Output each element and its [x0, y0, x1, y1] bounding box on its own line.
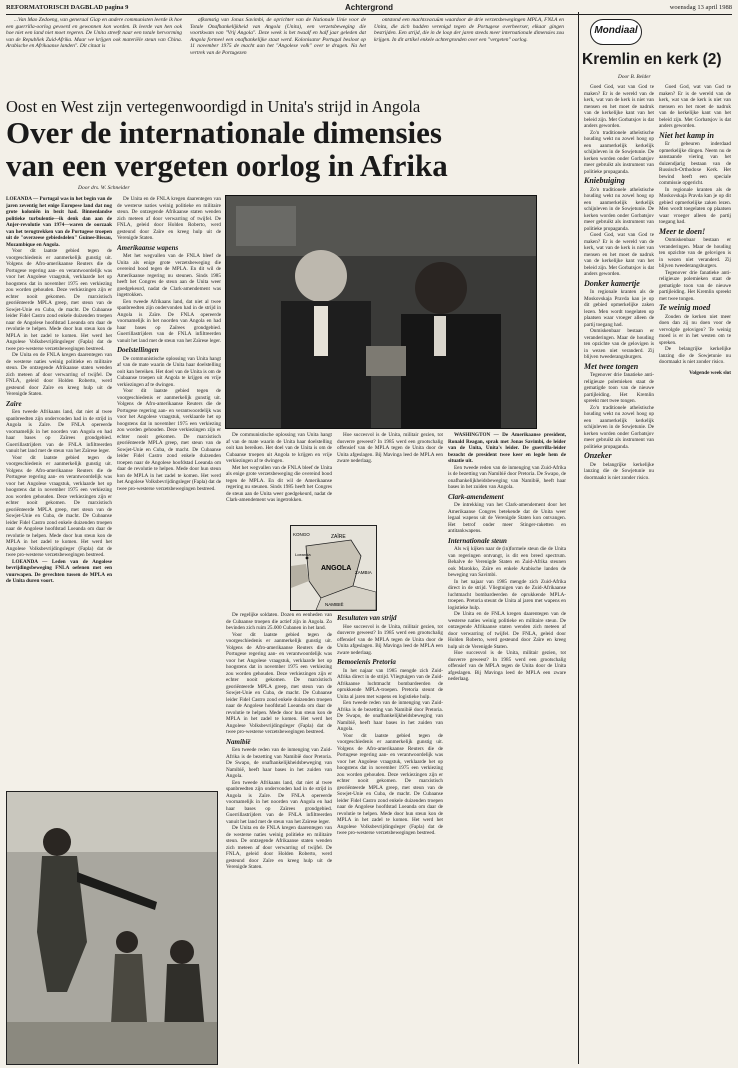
map-caption: De regelijke soldaten. Dozen en eenheden van de Cubaanse troepen die actief zijn in Angola. Zo bevinden zich ruim 25.000 Cubanen in het land.	[226, 612, 332, 631]
photo-illustration	[226, 196, 536, 428]
photo-reagan-savimbi	[225, 195, 537, 429]
section-heading: Resultaten van strijd	[337, 614, 397, 622]
sidebar-continuation: Volgende week slot	[689, 369, 731, 376]
section-heading: Zaïre	[6, 399, 22, 408]
body-paragraph: Voor dit laatste gebied tegen de voorgeschiedenis er aanmerkelijk gunstig uit. Volgens de Afro-amerikaanse Reuters die de Portugese regering aan- en verantwoordelijk was voor het Angolese vraagstuk, verklaarde het op hoogstens dat in november 1975 een verkiezing zou worden gehouden. Deze verkiezingen zijn er echter nooit gekomen. De marxistisch georiënteerde MPLA greep, met steun van de Sowjet-Unie en Cuba, de macht. De Cubaanse leider Fidel Castro zond enkele duizenden troepen naar de Angolese hoofdstad Loeanda om daar de revolutie te helpen. Mede door hun steun kon de MPLA in het zadel te komen. Het werd het Angolese Volksbevrijdingsleger (Fapla) dat de twee pro-westerse verzetsbewegingen bestreed.	[117, 388, 221, 492]
article-column-3	[226, 612, 332, 1062]
sidebar-heading: Donker kamertje	[584, 278, 640, 288]
body-paragraph: Met het wegvallen van de FNLA bleef de Unita als enige grote verzetsbeweging die overeind bood tegen de MPLA. En dit wil de Amerikaanse regering nu steunen. Sinds 1985 heeft het Congres de steun aan de Unita weer goedgekeurd, nadat de Clark-amendement was ingetrokken.	[117, 253, 221, 298]
map-label-congo: KONGO	[293, 532, 310, 537]
sidebar-column-2	[659, 84, 731, 1059]
section-heading: Namibië	[226, 737, 251, 746]
body-paragraph: Hoe succesvol is de Unita, militair gezien, tot dusverre geweest? In 1985 werd een grootschalig offensief van de MPLA tegen de Unita door de Unita afgeslagen. Bij Mavinga leed de MPLA een zware nederlaag.	[337, 623, 443, 656]
section-heading: Amerikaanse wapens	[117, 243, 179, 252]
map-label-zambia: ZAMBIA	[355, 570, 372, 575]
body-paragraph: De intrekking van het Clark-amendement door het Amerikaanse Congres betekende dat de Unita weer legaal wapens uit de Verenigde Staten kon ontvangen. Het betrof onder meer Stinger-raketten en antitankwapens.	[448, 502, 566, 534]
sidebar-paragraph: De belangrijke kerkelijke lanzing die de Sowjetunie nu doormaakt is niet zonder risico.	[584, 461, 654, 481]
photo-illustration	[7, 792, 217, 1064]
body-paragraph: Voor dit laatste gebied tegen de voorgeschiedenis er aanmerkelijk gunstig uit. Volgens de Afro-amerikaanse Reuters die de Portugese regering aan- en verantwoordelijk was voor het Angolese vraagstuk, verklaarde het op hoogstens dat in november 1975 een verkiezing zou worden gehouden. Deze verkiezingen zijn er echter nooit gekomen. De marxistisch georiënteerde MPLA greep, met steun van de Sowjet-Unie en Cuba, de macht. De Cubaanse leider Fidel Castro zond enkele duizenden troepen naar de Angolese hoofdstad Loeanda om daar de revolutie te helpen. Mede door hun steun kon de MPLA in het zadel te komen. Het werd het Angolese Volksbevrijdingsleger (Fapla) dat de twee pro-westerse verzetsbewegingen bestreed.	[6, 454, 112, 558]
article-column-3-top	[226, 432, 332, 522]
sidebar-paragraph: Tegenover drie fanatieke anti-religieuze polemieken staat de gematigde toon van de nieuwe partijleiding. Het Kremlin spreekt met twee tongen.	[584, 372, 654, 404]
main-headline-line-1: Over de internationale dimensies	[6, 115, 442, 150]
section-heading: Internationale steun	[448, 536, 507, 545]
article-lead: LOEANDA — Portugal was in het begin van de jaren zeventig het enige Europese land dat nog grote koloniën in bezit had. Binnenlandse politieke turbulentie—ik denk dan aan de Anjer-revolutie van 1974—waren de oorzaak van het terugtrekken van de Portugese troepen uit de "overzeese gebiedsdelen" Guinee-Bissau, Mozambique en Angola.	[6, 196, 112, 248]
sidebar-paragraph: Goed God, wat van God te maken? Er is de wereld van de kerk, wat van de kerk is niet van mensen en het moet de nadruk van de kerkelijke kant van het beleid zijn. Met Gorbatsjov is dat anders geworden.	[584, 84, 654, 129]
sidebar-paragraph: Tegenover drie fanatieke anti-religieuze polemieken staat de gematigde toon van de nieuwe partijleiding. Het Kremlin spreekt met twee tongen.	[659, 269, 731, 302]
sidebar-paragraph: Goed God, wat van God te maken? Er is de wereld van de kerk, wat van de kerk is niet van mensen en het moet de nadruk van de kerkelijke kant van het beleid zijn. Met Gorbatsjov is dat anders geworden.	[659, 84, 731, 129]
sidebar-paragraph: Zo'n traditionele atheïstische houding wekt nu zowel hoog op een aanmerkelijk kerkelijk schijnleven in de Sowjetunie. De kerken worden onder Gorbatsjov meer gebruikt als instrument van politieke propaganda.	[584, 186, 654, 232]
sidebar-paragraph: In regionale kranten als de Moskovskaja Pravda kan je op dit gebied opmerkelijke zaken lezen. Men wordt toegelaten op plaatsen waar vroeger alleen de partij toegang had.	[659, 186, 731, 225]
body-paragraph: De Unita en de FNLA kregen daarentegen van de westerse naties weinig politieke en militaire steun. De ontzegende Afrikaanse staten wenden zich meteen af door verwarring of twijfel. De FNLA, geleid door Holden Roberto, werd gesteund door Zaïre en kreeg hulp uit de Verenigde Staten.	[117, 196, 221, 241]
intro-column-1: ...Van Mao Zedoeng, van generaal Giap en andere communisten leerde ik hoe een guerrilla-oorlog gevoerd en gewonnen kon worden. Ik leerde van hen ook hoe niet een land niet moet regeren. De Unita streeft naar een totale hervorming van de Republiek Zuid-Afrika. Maar we krijgen ook materiële steun van China. Arabische en Afrikaanse landen". Dit citaat is	[6, 17, 182, 50]
sidebar-heading: Kniebuiging	[584, 176, 625, 185]
section-title: Achtergrond	[345, 3, 393, 12]
article-column-5	[448, 432, 566, 1062]
map-label-loeanda: Loeanda	[295, 552, 311, 557]
article-column-4	[337, 612, 443, 1062]
body-paragraph: Hoe succesvol is de Unita, militair gezien, tot dusverre geweest? In 1985 werd een grootschalig offensief van de MPLA tegen de Unita door de Unita afgeslagen. Bij Mavinga leed de MPLA een zware nederlaag.	[448, 650, 566, 682]
map-label-angola: ANGOLA	[321, 565, 352, 572]
sidebar-byline: Door B. Belder	[618, 74, 651, 80]
body-paragraph: De Unita en de FNLA kregen daarentegen van de westerse naties weinig politieke en militaire steun. De ontzegende Afrikaanse staten wenden zich meteen af door verwarring of twijfel. De FNLA, geleid door Holden Roberto, werd gesteund door Zaïre en kreeg hulp uit de Verenigde Staten.	[6, 352, 112, 397]
sidebar-heading: Meer te doen!	[659, 226, 706, 236]
mondiaal-logo: Mondiaal	[590, 19, 642, 45]
sidebar-paragraph: Zouden de kerken niet meer doen dan zij nu doen voor de vervolgde gelovigen? Te weinig moed is er in het westen om te spreken.	[659, 313, 731, 346]
body-paragraph: Een tweede Afrikaans land, dat niet al twee spanbreedten zijn ondervonden had in de strijd in Angola is Zaïre. De FNLA opereerde voornamelijk in het noorden van Angola en had haar bases op Zaïrees grondgebied. Guerrillastrijders van de FNLA infiltreerden vanuit het land met de steun van het Zaïrese leger.	[117, 298, 221, 344]
sidebar-paragraph: Onmiskenbaar bestaan er veranderingen. Maar de houding ten opzichte van de gelovigen is in wezen niet veranderd. Zij blijven tweederangsburgers.	[659, 237, 731, 269]
body-paragraph: Voor dit laatste gebied tegen de voorgeschiedenis er aanmerkelijk gunstig uit. Volgens de Afro-amerikaanse Reuters die de Portugese regering aan- en verantwoordelijk was voor het Angolese vraagstuk, verklaarde het op hoogstens dat in november 1975 een verkiezing zou worden gehouden. Deze verkiezingen zijn er echter nooit gekomen. De marxistisch georiënteerde MPLA greep, met steun van de Sowjet-Unie en Cuba, de macht. De Cubaanse leider Fidel Castro zond enkele duizenden troepen naar de Angolese hoofdstad Loeanda om daar de revolutie te helpen. Mede door hun steun kon de MPLA in het zadel te komen. Het werd het Angolese Volksbevrijdingsleger (Fapla) dat de twee pro-westerse verzetsbewegingen bestreed.	[6, 248, 112, 352]
body-paragraph: Een tweede Afrikaans land, dat niet al twee spanbreedten zijn ondervonden had in de strijd in Angola is Zaïre. De FNLA opereerde voornamelijk in het noorden van Angola en had haar bases op Zaïrees grondgebied. Guerrillastrijders van de FNLA infiltreerden vanuit het land met de steun van het Zaïrese leger.	[226, 779, 332, 825]
body-paragraph: In het najaar van 1985 mengde zich Zuid-Afrika direct in de strijd. Vliegtuigen van de Zuid-Afrikaanse luchtmacht bombardeerden de oprukkende MPLA-troepen. Pretoria steunt de Unita al jaren met wapens en logistieke hulp.	[448, 578, 566, 611]
body-paragraph: In het najaar van 1985 mengde zich Zuid-Afrika direct in de strijd. Vliegtuigen van de Zuid-Afrikaanse luchtmacht bombardeerden de oprukkende MPLA-troepen. Pretoria steunt de Unita al jaren met wapens en logistieke hulp.	[337, 667, 443, 700]
body-paragraph: De Unita en de FNLA kregen daarentegen van de westerse naties weinig politieke en militaire steun. De ontzegende Afrikaanse staten wenden zich meteen af door verwarring of twijfel. De FNLA, geleid door Holden Roberto, werd gesteund door Zaïre en kreeg hulp uit de Verenigde Staten.	[448, 611, 566, 650]
body-paragraph: Met het wegvallen van de FNLA bleef de Unita als enige grote verzetsbeweging die overeind bood tegen de MPLA. En dit wil de Amerikaanse regering nu steunen. Sinds 1985 heeft het Congres de steun aan de Unita weer goedgekeurd, nadat de Clark-amendement was ingetrokken.	[226, 464, 332, 503]
sidebar-heading: Niet het kamp in	[659, 130, 714, 140]
sidebar-title: Kremlin en kerk (2)	[582, 51, 722, 68]
main-headline	[6, 116, 566, 182]
main-headline-line-2: van een vergeten oorlog in Afrika	[6, 148, 448, 183]
body-paragraph: Een tweede reden van de inmenging van Zuid-Afrika is de bezetting van Namibië door Pretoria. De Swapo, de onafhankelijkheidsbeweging van Namibië, heeft haar bases in het zuiden van Angola.	[226, 747, 332, 779]
section-heading: Clark-amendement	[448, 492, 504, 501]
sidebar-heading: Met twee tongen	[584, 361, 639, 371]
sidebar-paragraph: Goed God, wat van God te maken? Er is de wereld van de kerk, wat van de kerk is niet van mensen en het moet de nadruk van de kerkelijke kant van het beleid zijn. Met Gorbatsjov is dat anders geworden.	[584, 232, 654, 277]
article-column-2	[117, 196, 221, 786]
body-paragraph: De Unita en de FNLA kregen daarentegen van de westerse naties weinig politieke en militaire steun. De ontzegende Afrikaanse staten wenden zich meteen af door verwarring of twijfel. De FNLA, geleid door Holden Roberto, werd gesteund door Zaïre en kreeg hulp uit de Verenigde Staten.	[226, 825, 332, 870]
section-heading: Bemoeienis Pretoria	[337, 658, 396, 666]
sub-headline: Oost en West zijn vertegenwoordigd in Unita's strijd in Angola	[6, 97, 421, 116]
section-heading: Doelstellingen	[117, 346, 159, 354]
map-illustration	[291, 526, 376, 610]
map-label-namibia: NAMIBIË	[325, 602, 344, 607]
newspaper-name: REFORMATORISCH DAGBLAD pagina 9	[6, 4, 129, 11]
photo2-caption: LOEANDA — Leden van de Angolese bevrijdingsbeweging FNLA oefenen met een vuurwapen. De gevechten tussen de MPLA en de Unita duren voort.	[6, 558, 112, 584]
photo-soldiers	[6, 791, 218, 1065]
article-column-4-top	[337, 432, 443, 522]
body-paragraph: Een tweede Afrikaans land, dat niet al twee spanbreedten zijn ondervonden had in de strijd in Angola is Zaïre. De FNLA opereerde voornamelijk in het noorden van Angola en had haar bases op Zaïrees grondgebied. Guerrillastrijders van de FNLA infiltreerden vanuit het land met de steun van het Zaïrese leger.	[6, 409, 112, 454]
intro-column-3: ontstond een machtsvacuüm waardoor de drie verzetsbewegingen MPLA, FNLA en Unita, die zich hadden verenigd tegen de Portugese overheerser, elkaar gingen bestrijden. Een strijd, die in de loop der jaren steeds meer internationale dimensies zou krijgen. In dit artikel enkele achtergronden over een "vergeten" oorlog.	[374, 17, 564, 43]
body-paragraph: Voor dit laatste gebied tegen de voorgeschiedenis er aanmerkelijk gunstig uit. Volgens de Afro-amerikaanse Reuters die de Portugese regering aan- en verantwoordelijk was voor het Angolese vraagstuk, verklaarde het op hoogstens dat in november 1975 een verkiezing zou worden gehouden. Deze verkiezingen zijn er echter nooit gekomen. De marxistisch georiënteerde MPLA greep, met steun van de Sowjet-Unie en Cuba, de macht. De Cubaanse leider Fidel Castro zond enkele duizenden troepen naar de Angolese hoofdstad Loeanda om daar de revolutie te helpen. Mede door hun steun kon de MPLA in het zadel te komen. Het werd het Angolese Volksbevrijdingsleger (Fapla) dat de twee pro-westerse verzetsbewegingen bestreed.	[226, 631, 332, 735]
body-paragraph: Een tweede reden van de inmenging van Zuid-Afrika is de bezetting van Namibië door Pretoria. De Swapo, de onafhankelijkheidsbeweging van Namibië, heeft haar bases in het zuiden van Angola.	[448, 464, 566, 490]
body-paragraph: Als wij kijken naar de (in)formele steun die de Unita van regeringen ontvangt, is dit een breed spectrum. Behalve de Verenigde Staten en Zuid-Afrika steunen ook Marokko, Zaïre en enkele Arabische landen de beweging van Savimbi.	[448, 546, 566, 578]
body-paragraph: Voor dit laatste gebied tegen de voorgeschiedenis er aanmerkelijk gunstig uit. Volgens de Afro-amerikaanse Reuters die de Portugese regering aan- en verantwoordelijk was voor het Angolese vraagstuk, verklaarde het op hoogstens dat in november 1975 een verkiezing zou worden gehouden. Deze verkiezingen zijn er echter nooit gekomen. De marxistisch georiënteerde MPLA greep, met steun van de Sowjet-Unie en Cuba, de macht. De Cubaanse leider Fidel Castro zond enkele duizenden troepen naar de Angolese hoofdstad Loeanda om daar de revolutie te helpen. Mede door hun steun kon de MPLA in het zadel te komen. Het werd het Angolese Volksbevrijdingsleger (Fapla) dat de twee pro-westerse verzetsbewegingen bestreed.	[337, 732, 443, 836]
photo1-caption: WASHINGTON — De Amerikaanse president, Ronald Reagan, sprak met Jonas Savimbi, de leider van de Unita, Unita's leider. De guerrilla-leider bezocht de president twee keer en legde hem de situatie uit.	[448, 432, 566, 464]
angola-map	[290, 525, 377, 611]
sidebar-column-1	[584, 84, 654, 1059]
sidebar-paragraph: Zo'n traditionele atheïstische houding wekt nu zowel hoog op een aanmerkelijk kerkelijk schijnleven in de Sowjetunie. De kerken worden onder Gorbatsjov meer gebruikt als instrument van politieke propaganda.	[584, 404, 654, 450]
sidebar-heading: Onzeker	[584, 451, 612, 460]
body-paragraph: De communistische oplossing van Unita hangt af van de mate waarin de Unita haar doelstelling ooit kan bereiken. Het doel van de Unita is om de Cubaanse troepen uit Angola te krijgen en vrije verkiezingen af te dwingen.	[117, 355, 221, 388]
sidebar-paragraph: In regionale kranten als de Moskovskaja Pravda kan je op dit gebied opmerkelijke zaken lezen. Men wordt toegelaten op plaatsen waar vroeger alleen de partij toegang had.	[584, 289, 654, 328]
article-byline: Door drs. W. Schneider	[78, 185, 130, 191]
sidebar-paragraph: Er gebeuren inderdaad opmerkelijke dingen. Neem nu de aanstaande viering van het duizendjarig bestaan van de Russisch-Orthodoxe Kerk. Het bewind heeft een speciale commissie opgericht.	[659, 141, 731, 186]
sidebar-paragraph: De belangrijke kerkelijke lanzing die de Sowjetunie nu doormaakt is niet zonder risico.	[659, 346, 731, 365]
sidebar-heading: Te weinig moed	[659, 303, 711, 312]
body-paragraph: Hoe succesvol is de Unita, militair gezien, tot dusverre geweest? In 1985 werd een grootschalig offensief van de MPLA tegen de Unita door de Unita afgeslagen. Bij Mavinga leed de MPLA een zware nederlaag.	[337, 432, 443, 464]
issue-date: woensdag 13 april 1988	[669, 4, 732, 11]
body-paragraph: De communistische oplossing van Unita hangt af van de mate waarin de Unita haar doelstelling ooit kan bereiken. Het doel van de Unita is om de Cubaanse troepen uit Angola te krijgen en vrije verkiezingen af te dwingen.	[226, 432, 332, 464]
map-label-zaire: ZAÏRE	[331, 534, 346, 540]
sidebar-paragraph: Onmiskenbaar bestaan er veranderingen. Maar de houding ten opzichte van de gelovigen is in wezen niet veranderd. Zij blijven tweederangsburgers.	[584, 328, 654, 360]
sidebar-paragraph: Zo'n traditionele atheïstische houding wekt nu zowel hoog op een aanmerkelijk kerkelijk schijnleven in de Sowjetunie. De kerken worden onder Gorbatsjov meer gebruikt als instrument van politieke propaganda.	[584, 129, 654, 175]
intro-column-2: afkomstig van Jonas Savimbi, de oprichter van de Nationale Unie voor de Totale Onafhankelijkheid van Angola (Unita), een verzetsbeweging die voortkwam van "Vrij Angola". Deze week is het twaalf en half jaar geleden dat Angola formeel een onafhankelijke staat werd. Kolonisator Portugal besloot op 11 november 1975 de macht aan het "Angolese volk" over te dragen. Na het vertrek van de Portugezen	[190, 17, 366, 56]
article-column-1	[6, 196, 112, 786]
body-paragraph: Een tweede reden van de inmenging van Zuid-Afrika is de bezetting van Namibië door Pretoria. De Swapo, de onafhankelijkheidsbeweging van Namibië, heeft haar bases in het zuiden van Angola.	[337, 700, 443, 732]
